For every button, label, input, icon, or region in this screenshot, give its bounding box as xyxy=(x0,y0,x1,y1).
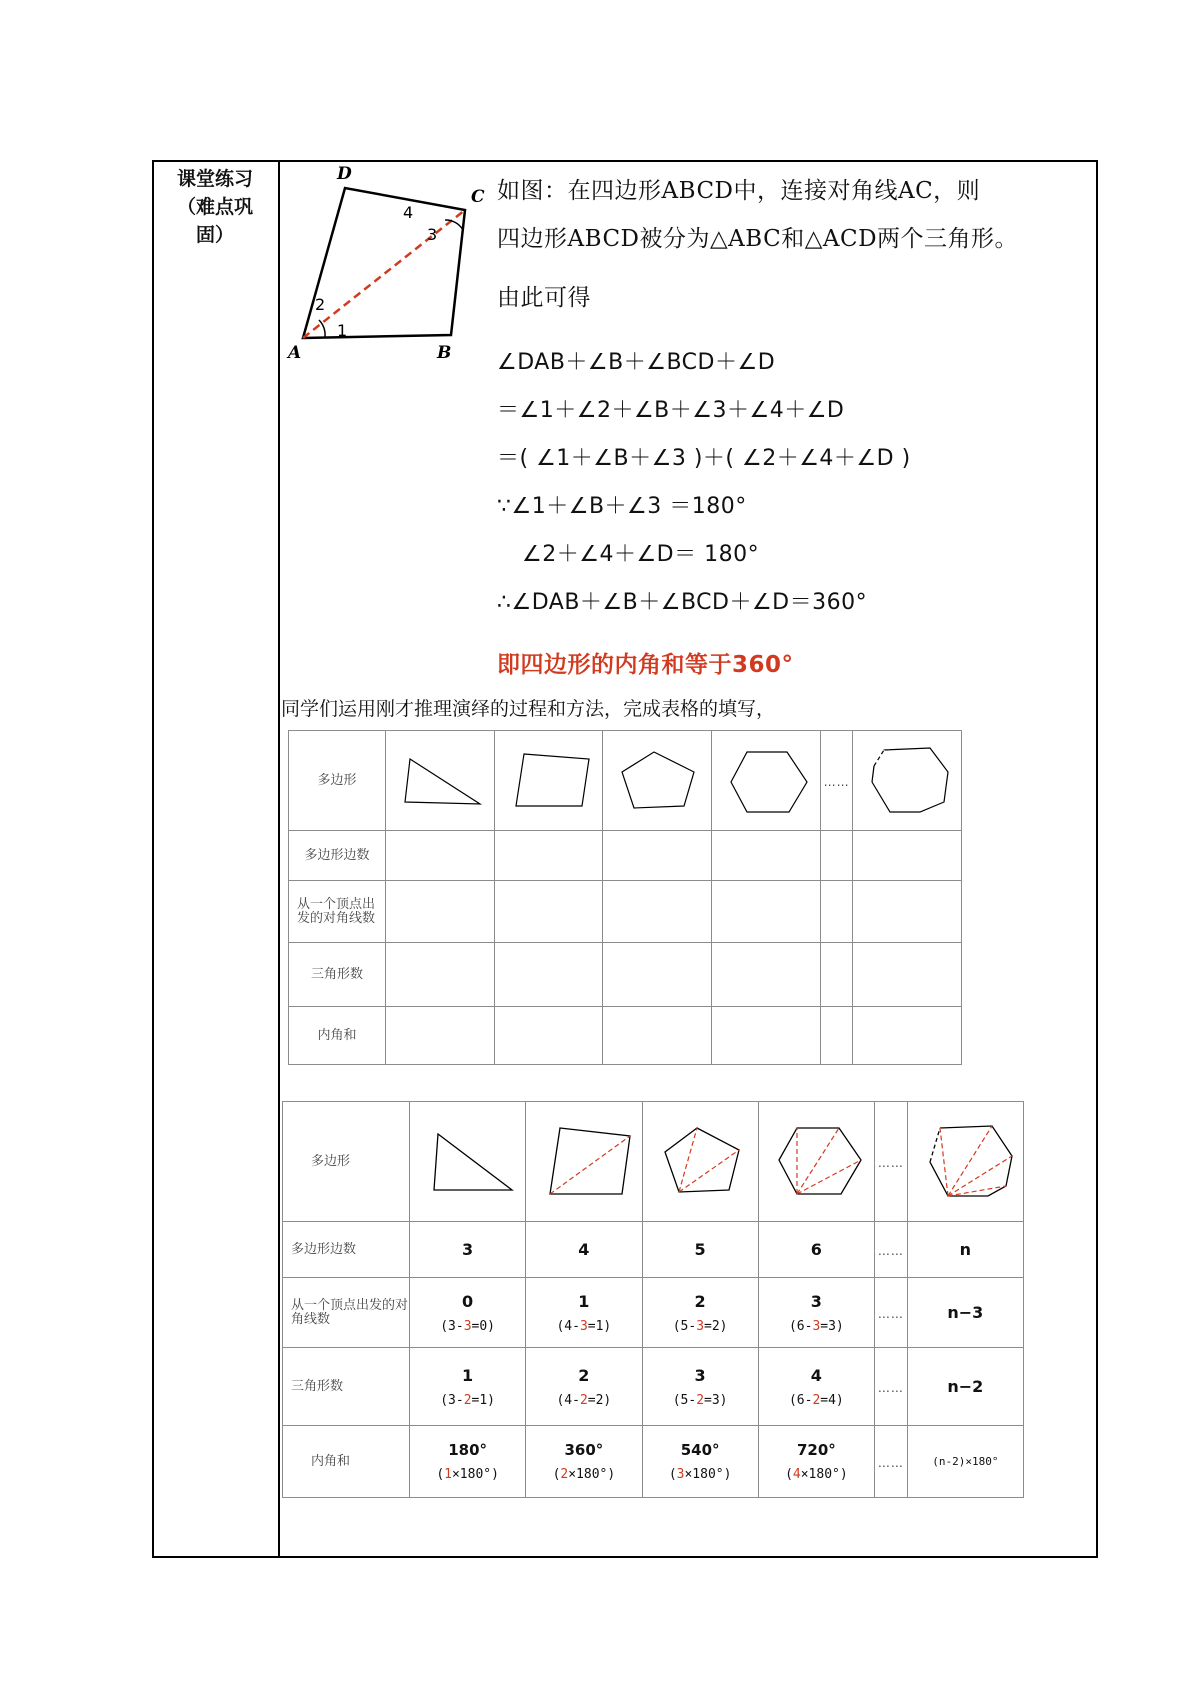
proof-intro-line2: 四边形ABCD被分为△ABC和△ACD两个三角形。 xyxy=(497,226,1019,252)
proof-intro-line1: 如图：在四边形ABCD中，连接对角线AC，则 xyxy=(497,178,981,204)
t1-cell[interactable] xyxy=(386,943,495,1007)
tri-value: 2 xyxy=(578,1365,590,1385)
angle-label-3: 3 xyxy=(427,225,438,244)
calc-part: (5- xyxy=(672,1318,697,1334)
t1-cell[interactable] xyxy=(603,881,712,943)
sides-value: 4 xyxy=(578,1240,590,1259)
angle-cell xyxy=(758,1426,874,1498)
calc-red: 3 xyxy=(463,1318,472,1334)
calc-part: =3) xyxy=(820,1318,844,1334)
t1-cell[interactable] xyxy=(853,1007,962,1065)
instruction-text: 同学们运用刚才推理演绎的过程和方法，完成表格的填写， xyxy=(281,698,776,720)
sides-value: 5 xyxy=(694,1240,706,1259)
tri-cell xyxy=(907,1348,1023,1426)
calc-part: ×180°) xyxy=(568,1467,616,1482)
diag-cell xyxy=(642,1278,758,1348)
diag-calc xyxy=(643,1319,758,1334)
calc-red: 2 xyxy=(812,1392,821,1408)
row-header-polygon: 多边形 xyxy=(283,1102,410,1222)
t1-shape-quadrilateral xyxy=(494,731,603,831)
blank-polygon-table xyxy=(288,730,962,1065)
row-header-angle-sum: 内角和 xyxy=(283,1426,410,1498)
calc-part: (3- xyxy=(440,1318,464,1334)
t1-shape-hexagon xyxy=(712,731,821,831)
frame-right-line xyxy=(1096,160,1098,1558)
calc-part: =4) xyxy=(820,1392,844,1408)
calc-part: =1) xyxy=(587,1318,612,1334)
row-header-diagonals: 从一个顶点出发的对角线数 xyxy=(289,881,386,943)
angle-value: 180° xyxy=(448,1441,488,1459)
calc-red: 4 xyxy=(792,1467,801,1482)
proof-step-2: ＝∠1＋∠2＋∠B＋∠3＋∠4＋∠D xyxy=(497,398,845,423)
tri-cell xyxy=(758,1348,874,1426)
calc-red: 2 xyxy=(560,1467,569,1482)
t1-cell[interactable] xyxy=(494,1007,603,1065)
proof-step-1: ∠DAB＋∠B＋∠BCD＋∠D xyxy=(497,350,776,375)
angle-calc xyxy=(410,1467,525,1482)
calc-part: =2) xyxy=(587,1392,612,1408)
t1-cell[interactable] xyxy=(386,831,495,881)
sides-ellipsis: …… xyxy=(877,1244,904,1258)
diag-value: 0 xyxy=(462,1291,474,1311)
t1-shape-pentagon xyxy=(603,731,712,831)
calc-part: (6- xyxy=(788,1318,813,1334)
calc-red: 3 xyxy=(579,1318,588,1334)
diag-ellipsis: …… xyxy=(877,1307,904,1321)
tri-cell xyxy=(526,1348,642,1426)
calc-red: 1 xyxy=(444,1467,452,1482)
angle-value: 360° xyxy=(564,1441,604,1459)
calc-part: ×180°) xyxy=(800,1467,848,1482)
t1-cell[interactable] xyxy=(712,831,821,881)
calc-part: (3- xyxy=(440,1392,464,1408)
t1-cell[interactable] xyxy=(603,1007,712,1065)
section-label-line2: （难点巩 xyxy=(176,196,253,218)
angle-calc xyxy=(643,1467,758,1482)
vertex-label-d: D xyxy=(337,164,352,184)
proof-step-5: ∠2＋∠4＋∠D＝ 180° xyxy=(522,542,760,567)
angle-ellipsis: …… xyxy=(877,1456,904,1470)
row-header-triangles: 三角形数 xyxy=(289,943,386,1007)
sides-cell xyxy=(758,1222,874,1278)
t1-cell[interactable] xyxy=(712,943,821,1007)
calc-part: ( xyxy=(436,1467,445,1482)
t2-shape-ngon xyxy=(907,1102,1023,1222)
calc-part: =1) xyxy=(471,1392,496,1408)
t1-ellipsis-text: …… xyxy=(823,775,850,789)
diag-calc xyxy=(410,1319,525,1334)
sides-cell xyxy=(526,1222,642,1278)
diag-calc xyxy=(759,1319,874,1334)
tri-calc xyxy=(759,1393,874,1408)
calc-part: (5- xyxy=(672,1392,697,1408)
sides-cell xyxy=(875,1222,908,1278)
diag-cell xyxy=(758,1278,874,1348)
diag-cell xyxy=(907,1278,1023,1348)
diag-value: n−3 xyxy=(947,1303,984,1322)
calc-red: 2 xyxy=(463,1392,472,1408)
tri-cell xyxy=(410,1348,526,1426)
calc-part: ×180°) xyxy=(684,1467,732,1482)
calc-part: (4- xyxy=(556,1318,580,1334)
row-header-triangles: 三角形数 xyxy=(283,1348,410,1426)
sides-cell xyxy=(907,1222,1023,1278)
calc-part: ( xyxy=(552,1467,561,1482)
sides-value: n xyxy=(959,1240,972,1259)
frame-left-line xyxy=(152,160,154,1558)
diagonal-ac xyxy=(303,210,465,338)
calc-part: =3) xyxy=(704,1392,728,1408)
t1-ellipsis xyxy=(820,731,852,831)
t1-cell[interactable] xyxy=(853,943,962,1007)
t1-cell[interactable] xyxy=(712,881,821,943)
diag-cell xyxy=(410,1278,526,1348)
vertex-label-b: B xyxy=(437,343,452,363)
section-label-line3: 固） xyxy=(195,224,234,246)
angle-general-formula: (n-2)×180° xyxy=(932,1455,999,1468)
calc-part: (4- xyxy=(556,1392,580,1408)
angle-cell xyxy=(410,1426,526,1498)
row-header-diagonals: 从一个顶点出发的对角线数 xyxy=(283,1278,410,1348)
row-header-sides: 多边形边数 xyxy=(289,831,386,881)
t1-shape-triangle xyxy=(386,731,495,831)
t1-cell[interactable] xyxy=(820,831,852,881)
vertex-label-c: C xyxy=(471,187,485,207)
quadrilateral-figure xyxy=(285,160,495,365)
diag-value: 2 xyxy=(694,1291,706,1311)
tri-value: 1 xyxy=(462,1365,474,1385)
tri-cell xyxy=(875,1348,908,1426)
angle-label-2: 2 xyxy=(315,295,326,314)
diag-value: 3 xyxy=(810,1291,822,1311)
t1-cell[interactable] xyxy=(603,943,712,1007)
t1-cell[interactable] xyxy=(853,881,962,943)
frame-divider-line xyxy=(278,160,280,1558)
t1-cell[interactable] xyxy=(386,881,495,943)
diag-cell xyxy=(875,1278,908,1348)
sides-cell xyxy=(410,1222,526,1278)
tri-value: 4 xyxy=(810,1365,822,1385)
sides-cell xyxy=(642,1222,758,1278)
row-header-polygon: 多边形 xyxy=(289,731,386,831)
t2-shape-triangle xyxy=(410,1102,526,1222)
t2-shape-pentagon xyxy=(642,1102,758,1222)
angle-cell xyxy=(875,1426,908,1498)
diag-value: 1 xyxy=(578,1291,590,1311)
angle-value: 540° xyxy=(680,1441,720,1459)
angle-label-4: 4 xyxy=(403,203,414,222)
t1-cell[interactable] xyxy=(494,831,603,881)
frame-bottom-line xyxy=(152,1556,1098,1558)
tri-value: n−2 xyxy=(947,1377,984,1396)
row-header-sides: 多边形边数 xyxy=(283,1222,410,1278)
calc-red: 2 xyxy=(579,1392,588,1408)
calc-part: ( xyxy=(785,1467,793,1482)
t2-shape-hexagon xyxy=(758,1102,874,1222)
angle-calc xyxy=(526,1467,641,1482)
t2-shape-quadrilateral xyxy=(526,1102,642,1222)
angle-cell xyxy=(642,1426,758,1498)
tri-calc xyxy=(526,1393,641,1408)
t1-cell[interactable] xyxy=(853,831,962,881)
calc-red: 3 xyxy=(676,1467,685,1482)
proof-step-6: ∴∠DAB＋∠B＋∠BCD＋∠D＝360° xyxy=(497,590,868,615)
t1-cell[interactable] xyxy=(603,831,712,881)
calc-part: (6- xyxy=(788,1392,813,1408)
calc-red: 3 xyxy=(812,1318,821,1334)
calc-part: =2) xyxy=(704,1318,728,1334)
tri-calc xyxy=(643,1393,758,1408)
proof-intro-line3: 由此可得 xyxy=(497,285,591,311)
sides-value: 3 xyxy=(462,1240,474,1259)
calc-part: ( xyxy=(668,1467,677,1482)
proof-step-4: ∵∠1＋∠B＋∠3 ＝180° xyxy=(497,494,747,519)
t2-ellipsis-text: …… xyxy=(877,1156,904,1170)
proof-conclusion: 即四边形的内角和等于360° xyxy=(497,652,794,678)
angle-cell xyxy=(526,1426,642,1498)
t1-cell[interactable] xyxy=(386,1007,495,1065)
angle-cell xyxy=(907,1426,1023,1498)
t1-cell[interactable] xyxy=(820,881,852,943)
calc-part: =0) xyxy=(471,1318,496,1334)
section-label-line1: 课堂练习 xyxy=(176,168,253,190)
angle-value: 720° xyxy=(796,1441,836,1459)
tri-calc xyxy=(410,1393,525,1408)
diag-calc xyxy=(526,1319,641,1334)
calc-red: 3 xyxy=(696,1318,705,1334)
angle-calc xyxy=(759,1467,874,1482)
t1-cell[interactable] xyxy=(712,1007,821,1065)
t2-ellipsis xyxy=(875,1102,908,1222)
diag-cell xyxy=(526,1278,642,1348)
answer-polygon-table xyxy=(282,1101,1024,1498)
vertex-label-a: A xyxy=(288,343,302,363)
t1-cell[interactable] xyxy=(494,881,603,943)
angle-label-1: 1 xyxy=(337,321,348,340)
sides-value: 6 xyxy=(810,1240,822,1259)
t1-shape-ngon xyxy=(853,731,962,831)
calc-part: ×180°) xyxy=(451,1467,499,1482)
tri-value: 3 xyxy=(694,1365,706,1385)
t1-cell[interactable] xyxy=(494,943,603,1007)
quad-abcd-outline xyxy=(303,188,465,338)
t1-cell[interactable] xyxy=(820,1007,852,1065)
tri-ellipsis: …… xyxy=(877,1381,904,1395)
section-label xyxy=(160,165,270,249)
calc-red: 2 xyxy=(696,1392,705,1408)
proof-step-3: ＝( ∠1＋∠B＋∠3 )＋( ∠2＋∠4＋∠D ) xyxy=(497,446,911,471)
t1-cell[interactable] xyxy=(820,943,852,1007)
tri-cell xyxy=(642,1348,758,1426)
row-header-angle-sum: 内角和 xyxy=(289,1007,386,1065)
